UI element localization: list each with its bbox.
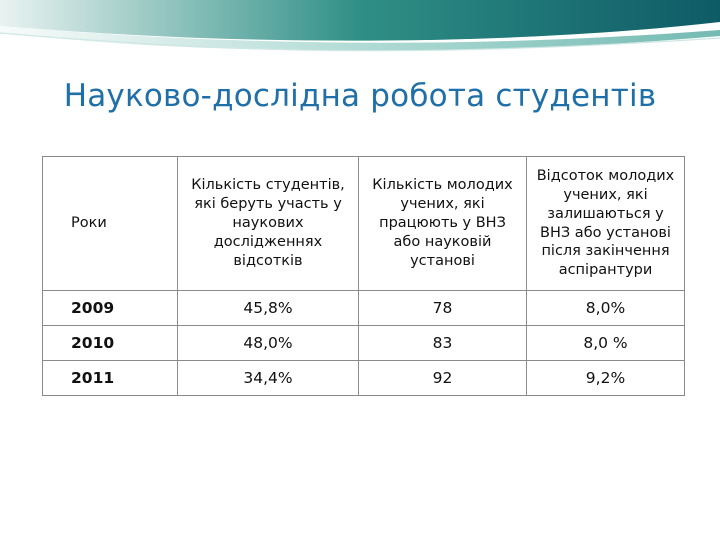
cell-scientists-count: 92	[359, 361, 527, 396]
cell-year: 2010	[43, 326, 178, 361]
cell-scientists-count: 78	[359, 291, 527, 326]
header-young-scientists-percent: Відсоток молодих учених, які залишаються у ВНЗ або установі після закінчення аспірантури	[527, 157, 685, 291]
cell-year: 2009	[43, 291, 178, 326]
table-row	[43, 361, 685, 396]
table-row	[43, 291, 685, 326]
decorative-wave-banner	[0, 0, 720, 60]
cell-scientists-percent: 8,0%	[527, 291, 685, 326]
header-young-scientists-count: Кількість молодих учених, які працюють у ВНЗ або науковій установі	[359, 157, 527, 291]
table-row	[43, 326, 685, 361]
table-header-row	[43, 157, 685, 291]
statistics-table	[42, 156, 685, 396]
cell-students-percent: 45,8%	[178, 291, 359, 326]
cell-year: 2011	[43, 361, 178, 396]
cell-students-percent: 48,0%	[178, 326, 359, 361]
cell-students-percent: 34,4%	[178, 361, 359, 396]
cell-scientists-count: 83	[359, 326, 527, 361]
cell-scientists-percent: 8,0 %	[527, 326, 685, 361]
header-years: Роки	[43, 157, 178, 291]
cell-scientists-percent: 9,2%	[527, 361, 685, 396]
header-students-participating: Кількість студентів, які беруть участь у наукових дослідженнях відсотків	[178, 157, 359, 291]
page-title: Науково-дослідна робота студентів	[63, 78, 657, 114]
